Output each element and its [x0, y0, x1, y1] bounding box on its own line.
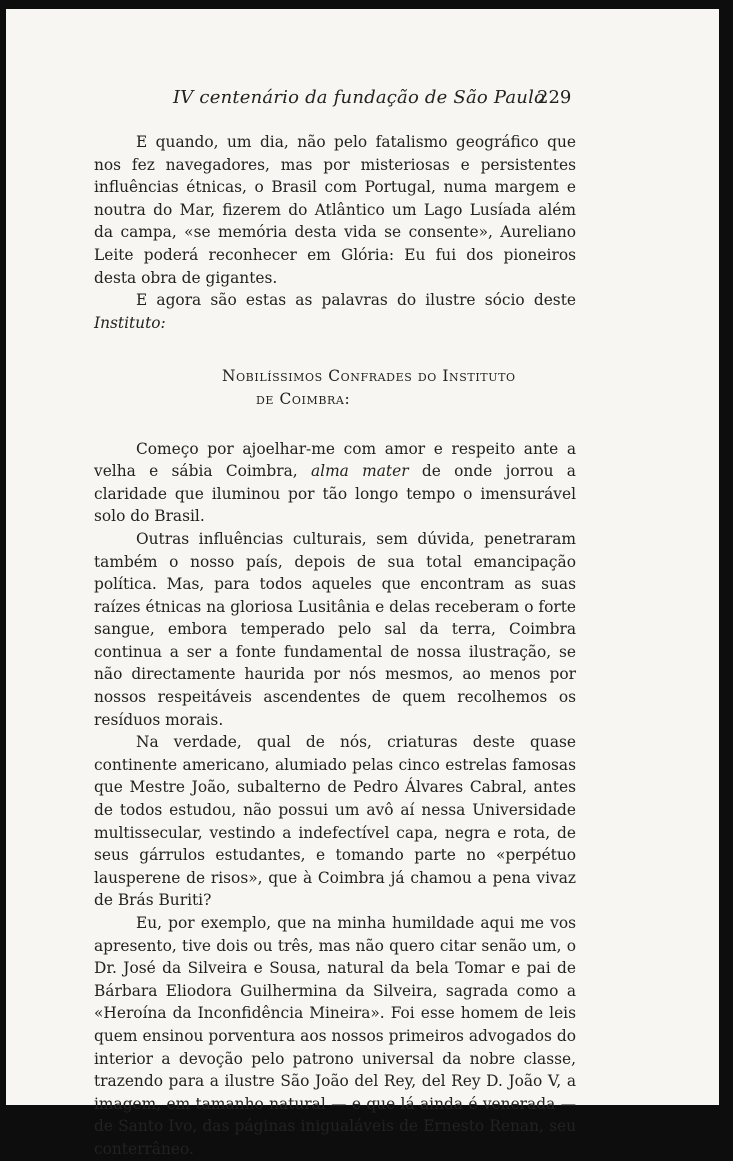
paragraph-3-italic: alma mater: [310, 462, 409, 481]
paragraph-5: Na verdade, qual de nós, criaturas deste quase continente americano, alumiado pelas cinco estrelas famosas que Mestre João, subalterno de Pedro Álvares Cabral, antes de todos estudou, não possui um avô aí nessa Universidade multissecular, vestindo a indefectível capa, negra e rota, de seus gárrulos estudantes, e tomando parte no «perpétuo lausperene de risos», que à Coimbra já chamou a pena vivaz de Brás Buriti?: [94, 733, 576, 910]
paragraph-1: E quando, um dia, não pelo fatalismo geográfico que nos fez navegadores, mas por misteriosas e persistentes influências étnicas, o Brasil com Portugal, numa margem e noutra do Mar, fizerem do Atlântico um Lago Lusíada além da campa, «se memória desta vida se consente», Aureliano Leite poderá reconhecer em Glória: Eu fui dos pioneiros desta obra de gigantes.: [94, 133, 576, 287]
address-heading: [222, 365, 576, 410]
paragraph-3: [94, 438, 576, 528]
running-title: IV centenário da fundação de São Paulo: [173, 87, 546, 108]
paragraph-6: Eu, por exemplo, que na minha humildade aqui me vos apresento, tive dois ou três, mas não quero citar senão um, o Dr. José da Silveira e Sousa, natural da bela Tomar e pai de Bárbara Eliodora Guilhermina da Silveira, sagrada como a «Heroína da Inconfidência Mineira». Foi esse homem de leis quem ensinou porventura aos nossos primeiros advogados do interior a devoção pelo patrono universal da nobre classe, trazendo para a ilustre São João del Rey, del Rey D. João V, a imagem, em tamanho natural — e que lá ainda é venerada — de Santo Ivo, das páginas inigualáveis de Ernesto Renan, seu conterrâneo.: [94, 914, 576, 1158]
paragraph-3-text-b: de onde jorrou a claridade que iluminou por tão longo tempo o imensurável solo do Brasil.: [94, 462, 576, 526]
heading-line-1: Nobilíssimos Confrades do Instituto: [222, 367, 516, 386]
paragraph-3-text-a: Começo por ajoelhar-me com amor e respeito ante a velha e sábia Coimbra,: [94, 439, 576, 481]
heading-line-2: de Coimbra:: [256, 389, 351, 408]
paragraph-2-text: E agora são estas as palavras do ilustre sócio deste: [136, 291, 576, 310]
paragraph-2-italic: Instituto:: [94, 313, 166, 332]
page-number: 229: [537, 87, 572, 108]
paragraph-4: Outras influências culturais, sem dúvida, penetraram também o nosso país, depois de sua total emancipação política. Mas, para todos aqueles que encontram as suas raízes étnicas na gloriosa Lusitânia e delas receberam o forte sangue, embora temperado pelo sal da terra, Coimbra continua a ser a fonte fundamental de nossa ilustração, se não directamente haurida por nós mesmos, ao menos por nossos respeitáveis ascendentes de quem recolhemos os resíduos morais.: [94, 529, 576, 729]
book-page: [6, 9, 719, 1158]
paragraph-2: [94, 289, 576, 334]
page-header: [6, 87, 719, 117]
body-text: [94, 131, 576, 1161]
